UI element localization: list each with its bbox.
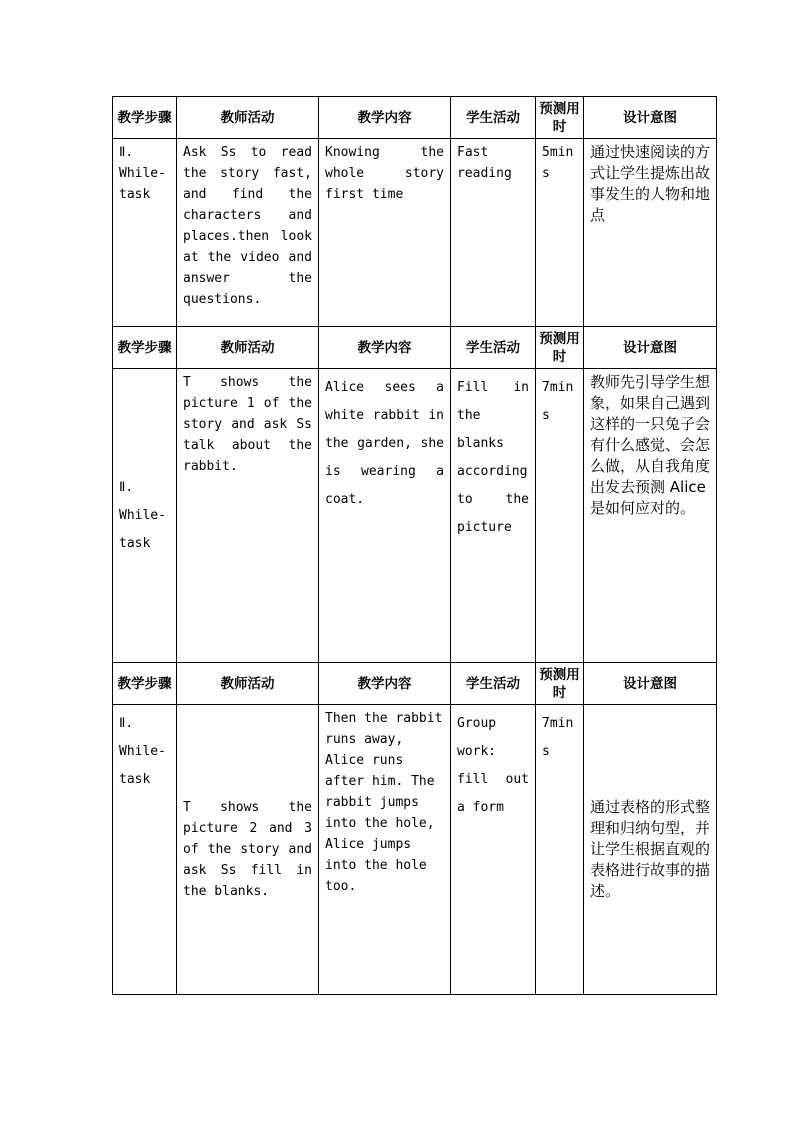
table-row [113, 705, 717, 995]
header-teaching-content: 教学内容 [319, 663, 451, 705]
row-teaching-content: Alice sees a white rabbit in the garden, she is wearing a coat. [319, 369, 451, 663]
header-design-intent: 设计意图 [584, 663, 717, 705]
row-step: Ⅱ. While-task [113, 369, 177, 663]
row-teacher-activity: Ask Ss to read the story fast, and find the characters and places.then look at the video and answer the questions. [177, 139, 319, 327]
header-teacher-activity: 教师活动 [177, 327, 319, 369]
header-step: 教学步骤 [113, 327, 177, 369]
header-student-activity: 学生活动 [451, 327, 536, 369]
header-step: 教学步骤 [113, 663, 177, 705]
row-design-intent: 通过快速阅读的方式让学生提炼出故事发生的人物和地点 [584, 139, 717, 327]
table-header-row [113, 97, 717, 139]
header-time: 预测用时 [536, 327, 584, 369]
header-design-intent: 设计意图 [584, 97, 717, 139]
header-teaching-content: 教学内容 [319, 97, 451, 139]
row-student-activity: Fast reading [451, 139, 536, 327]
row-time: 7mins [536, 369, 584, 663]
table-row [113, 369, 717, 663]
row-teacher-activity: T shows the picture 2 and 3 of the story and ask Ss fill in the blanks. [177, 705, 319, 995]
header-student-activity: 学生活动 [451, 97, 536, 139]
row-teacher-activity: T shows the picture 1 of the story and ask Ss talk about the rabbit. [177, 369, 319, 663]
header-step: 教学步骤 [113, 97, 177, 139]
header-teaching-content: 教学内容 [319, 327, 451, 369]
row-teaching-content: Then the rabbit runs away, Alice runs after him. The rabbit jumps into the hole, Alice jumps into the hole too. [319, 705, 451, 995]
row-time: 5mins [536, 139, 584, 327]
row-teaching-content: Knowing the whole story first time [319, 139, 451, 327]
row-design-intent: 教师先引导学生想象，如果自己遇到这样的一只兔子会有什么感觉、会怎么做，从自我角度出发去预测 Alice 是如何应对的。 [584, 369, 717, 663]
table-row [113, 139, 717, 327]
table-header-row [113, 663, 717, 705]
row-student-activity: Group work: fill out a form [451, 705, 536, 995]
lesson-plan-table [112, 96, 717, 995]
row-design-intent: 通过表格的形式整理和归纳句型，并让学生根据直观的表格进行故事的描述。 [584, 705, 717, 995]
row-step: Ⅱ. While-task [113, 705, 177, 995]
header-time: 预测用时 [536, 97, 584, 139]
row-time: 7mins [536, 705, 584, 995]
header-student-activity: 学生活动 [451, 663, 536, 705]
header-teacher-activity: 教师活动 [177, 97, 319, 139]
row-student-activity: Fill in the blanks according to the picture [451, 369, 536, 663]
header-teacher-activity: 教师活动 [177, 663, 319, 705]
header-design-intent: 设计意图 [584, 327, 717, 369]
header-time: 预测用时 [536, 663, 584, 705]
row-step: Ⅱ. While-task [113, 139, 177, 327]
table-header-row [113, 327, 717, 369]
